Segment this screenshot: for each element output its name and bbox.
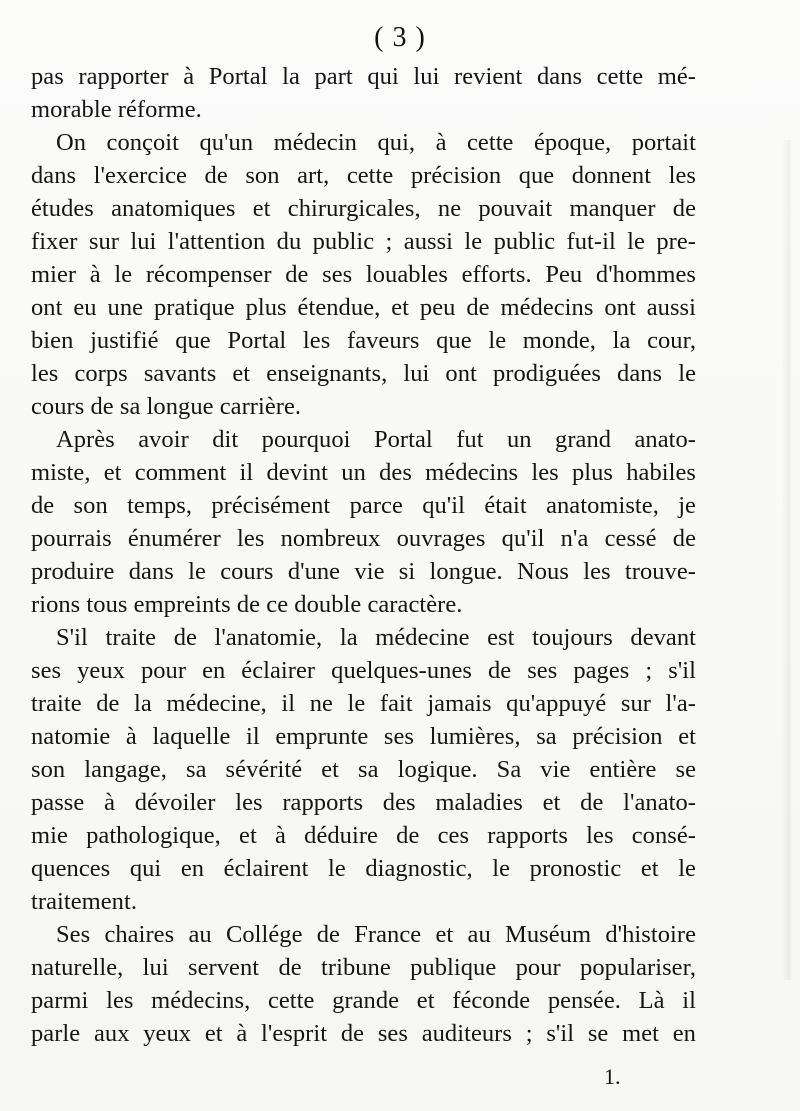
text-line: cours de sa longue carrière.: [31, 393, 302, 420]
text-line: études anatomiques et chirurgicales, ne pouvait manquer de: [31, 195, 696, 222]
paragraph: [31, 423, 696, 621]
text-line: dans l'exercice de son art, cette précision que donnent les: [31, 162, 696, 189]
paragraph: [31, 621, 696, 918]
text-line: pas rapporter à Portal la part qui lui revient dans cette mé-: [31, 63, 696, 90]
text-line: miste, et comment il devint un des médecins les plus habiles: [31, 459, 696, 486]
text-line: son langage, sa sévérité et sa logique. Sa vie entière se: [31, 756, 696, 783]
text-line: parle aux yeux et à l'esprit de ses auditeurs ; s'il se met en: [31, 1020, 696, 1047]
text-line: quences qui en éclairent le diagnostic, le pronostic et le: [31, 855, 696, 882]
paragraph: [31, 918, 696, 1050]
text-line: morable réforme.: [31, 96, 202, 123]
text-line: mie pathologique, et à déduire de ces rapports les consé-: [31, 822, 696, 849]
text-line: Après avoir dit pourquoi Portal fut un grand anato-: [56, 426, 696, 453]
text-line: fixer sur lui l'attention du public ; aussi le public fut-il le pre-: [31, 228, 696, 255]
text-line: traitement.: [31, 888, 137, 915]
text-line: passe à dévoiler les rapports des maladies et de l'anato-: [31, 789, 696, 816]
text-line: On conçoit qu'un médecin qui, à cette époque, portait: [56, 129, 696, 156]
text-line: natomie à laquelle il emprunte ses lumières, sa précision et: [31, 723, 696, 750]
text-line: S'il traite de l'anatomie, la médecine est toujours devant: [56, 624, 696, 651]
signature-mark: 1.: [604, 1064, 621, 1089]
text-line: ses yeux pour en éclairer quelques-unes de ses pages ; s'il: [31, 657, 696, 684]
text-line: bien justifié que Portal les faveurs que le monde, la cour,: [31, 327, 696, 354]
text-line: produire dans le cours d'une vie si longue. Nous les trouve-: [31, 558, 696, 585]
text-line: mier à le récompenser de ses louables efforts. Peu d'hommes: [31, 261, 696, 288]
text-line: ont eu une pratique plus étendue, et peu de médecins ont aussi: [31, 294, 696, 321]
body-text: [31, 60, 696, 1050]
text-line: de son temps, précisément parce qu'il était anatomiste, je: [31, 492, 696, 519]
paragraph: [31, 60, 696, 126]
text-line: Ses chaires au Collége de France et au Muséum d'histoire: [56, 921, 696, 948]
show-through-shadow: [782, 140, 792, 980]
text-line: pourrais énumérer les nombreux ouvrages qu'il n'a cessé de: [31, 525, 696, 552]
text-line: les corps savants et enseignants, lui ont prodiguées dans le: [31, 360, 696, 387]
paragraph: [31, 126, 696, 423]
text-line: traite de la médecine, il ne le fait jamais qu'appuyé sur l'a-: [31, 690, 696, 717]
text-line: parmi les médecins, cette grande et féconde pensée. Là il: [31, 987, 696, 1014]
text-line: rions tous empreints de ce double caractère.: [31, 591, 463, 618]
page-number: ( 3 ): [374, 22, 426, 53]
text-line: naturelle, lui servent de tribune publique pour populariser,: [31, 954, 696, 981]
